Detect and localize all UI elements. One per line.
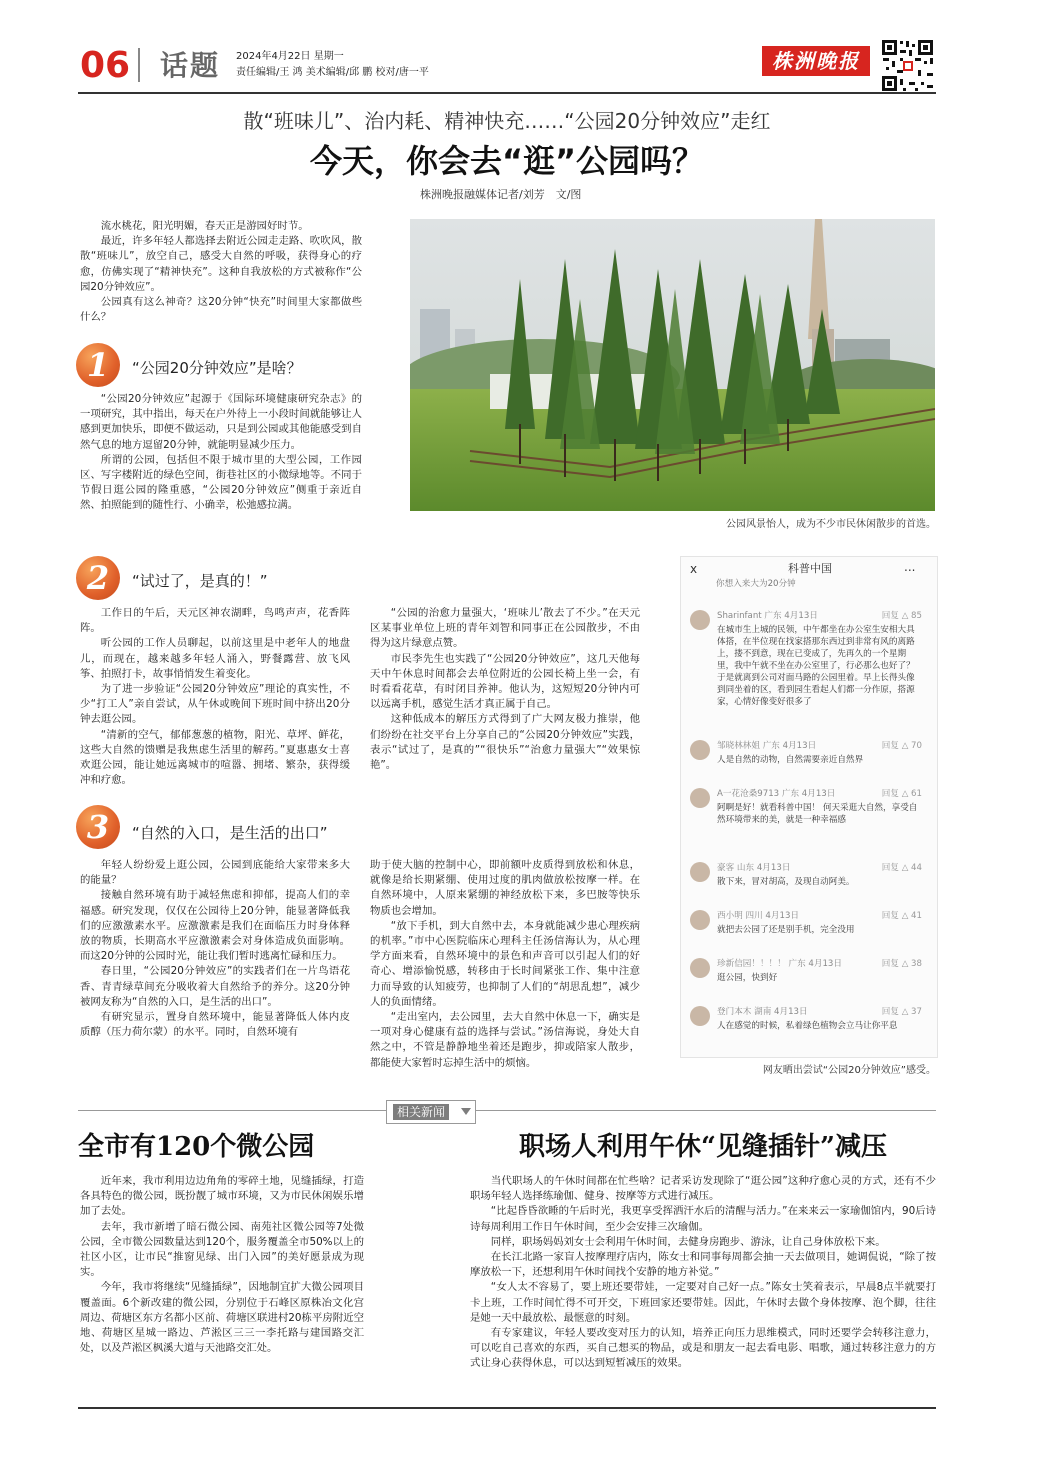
comment-item (690, 958, 922, 994)
article-intro (80, 219, 362, 325)
avatar (690, 610, 710, 630)
section-paragraph: “公园的治愈力量强大，‘班味儿’散去了不少。”在天元区某事业单位上班的青年刘智和同事正在公园散步，不由得为这片绿意点赞。 (370, 607, 640, 650)
comment-item (690, 610, 922, 720)
close-icon[interactable]: x (690, 562, 698, 576)
social-caption: 网友晒出尝试“公园20分钟效应”感受。 (762, 1065, 936, 1076)
comment-text: 人在感觉的时候，私着绿色植物会立马让你平息 (717, 1021, 898, 1031)
related-left-body (80, 1174, 364, 1356)
section-paragraph: 有研究显示，置身自然环境中，能显著降低人体内皮质醇（压力荷尔蒙）的水平。同时，自然环境有 (80, 1011, 350, 1039)
comment-author: 豪客 山东 4月13日 (717, 863, 791, 873)
reply-like-count[interactable]: 回复 △ 85 (881, 611, 922, 621)
related-right-body (470, 1174, 936, 1372)
related-paragraph: “女人太不容易了，要上班还要带娃，一定要对自己好一点。”陈女士笑着表示，早晨8点半就要打卡上班，工作时间忙得不可开交，下班回家还要带娃。因此，午休时去做个身体按摩、泡个脚，往往是她一天中最放松、最惬意的时刻。 (470, 1281, 936, 1324)
comment-author: 邹晓林林姐 广东 4月13日 (717, 741, 817, 751)
related-news-tab (386, 1100, 476, 1124)
footer-rule (78, 1407, 936, 1409)
comment-item (690, 740, 922, 780)
section-body-right (370, 606, 640, 773)
reply-like-count[interactable]: 回复 △ 41 (881, 911, 922, 921)
header-rule (78, 92, 936, 94)
section-paragraph: 听公园的工作人员聊起，以前这里是中老年人的地盘儿，而现在，越来越多年轻人涌入，野餐露营、放飞风筝、拍照打卡，故事悄悄发生着变化。 (80, 637, 350, 680)
section-number-badge: 1 (76, 343, 120, 387)
related-paragraph: 同样，职场妈妈刘女士会利用午休时间，去健身房跑步、游泳，让自己身体放松下来。 (490, 1235, 886, 1248)
avatar (690, 788, 710, 808)
reply-like-count[interactable]: 回复 △ 37 (881, 1007, 922, 1017)
section-paragraph: “公园20分钟效应”起源于《国际环境健康研究杂志》的一项研究，其中指出，每天在户外待上一小段时间就能够让人感到更加快乐，即便不做运动，只是到公园或其他能感受到自然气息的地方逗留20分钟，就能明显减少压力。 (80, 393, 362, 451)
avatar (690, 862, 710, 882)
comment-text: 就把去公园了还是别手机，完全没用 (717, 925, 855, 935)
post-title: 科普中国 (788, 562, 832, 575)
photo-caption: 公园风景怡人，成为不少市民休闲散步的首选。 (726, 519, 936, 530)
avatar (690, 910, 710, 930)
section-title: “试过了，是真的！” (132, 572, 268, 590)
section-paragraph: 为了进一步验证“公园20分钟效应”理论的真实性，不少“打工人”亲自尝试，从午休或晚间下班时间中挤出20分钟去逛公园。 (80, 683, 350, 726)
comment-author: 珍新信园！！！！ 广东 4月13日 (717, 959, 842, 969)
qr-code-icon (880, 38, 935, 93)
avatar (690, 958, 710, 978)
section-paragraph: “走出室内，去公园里，去大自然中休息一下，确实是一项对身心健康有益的选择与尝试。”汤信海说，身处大自然之中，不管是静静地坐着还是跑步，抑或陪家人散步，都能使大家暂时忘掉生活中的烦恼。 (370, 1011, 640, 1069)
article-byline: 株洲晚报融媒体记者/刘芳 文/图 (420, 188, 582, 201)
intro-paragraph: 最近，许多年轻人都选择去附近公园走走路、吹吹风，散散“班味儿”，放空自己，感受大自然的呼吸，获得身心的疗愈，仿佛实现了“精神快充”。这种自我放松的方式被称作“公园20分钟效应”。 (80, 235, 362, 293)
comment-item (690, 788, 922, 848)
comment-item (690, 910, 922, 950)
section-paragraph: 工作日的午后，天元区神农湖畔，鸟鸣声声，花香阵阵。 (80, 607, 350, 635)
comment-author: 登门本木 湖南 4月13日 (717, 1007, 808, 1017)
related-paragraph: 在长江北路一家盲人按摩理疗店内，陈女士和同事每周都会抽一天去做项目，她调侃说，“除了按摩放松一下，还想利用午休时间找个安静的地方补觉。” (470, 1251, 936, 1279)
section-body-left (80, 858, 350, 1040)
section-number-badge: 2 (76, 556, 120, 600)
page-number: 06 (80, 45, 131, 86)
comment-item (690, 862, 922, 902)
reply-like-count[interactable]: 回复 △ 61 (881, 789, 922, 799)
related-paragraph: 近年来，我市利用边边角角的零碎土地，见缝插绿，打造各具特色的微公园，既扮靓了城市环境，又为市民休闲娱乐增加了去处。 (80, 1175, 364, 1218)
comment-text: 人是自然的动物，自然需要亲近自然界 (717, 755, 864, 765)
reply-like-count[interactable]: 回复 △ 44 (881, 863, 922, 873)
section-title: “公园20分钟效应”是啥？ (132, 359, 302, 377)
section-paragraph: 市民李先生也实践了“公园20分钟效应”，这几天他每天中午休息时间都会去单位附近的公园长椅上坐一会，有时看看花草，有时闭目养神。他认为，这短短20分钟内可以远离手机，感觉生活才真正属于自己。 (370, 652, 640, 711)
reply-like-count[interactable]: 回复 △ 70 (881, 741, 922, 751)
section-body (80, 392, 362, 514)
related-paragraph: 去年，我市新增了暗石微公园、南苑社区微公园等7处微公园，全市微公园数量达到120个，服务覆盖全市50%以上的社区小区，让市民“推窗见绿、出门入园”的美好愿景成为现实。 (80, 1220, 364, 1279)
section-title: “自然的入口，是生活的出口” (132, 824, 328, 842)
article-kicker: 散“班味儿”、治内耗、精神快充……“公园20分钟效应”走红 (243, 109, 771, 133)
section-paragraph: 这种低成本的解压方式得到了广大网友极力推崇，他们纷纷在社交平台上分享自己的“公园20分钟效应”实践，表示“试过了，是真的”“很快乐”“治愈力量强大”“效果惊艳”。 (370, 713, 640, 772)
section-paragraph: 春日里，“公园20分钟效应”的实践者们在一片鸟语花香、青青绿草间充分吸收着大自然给予的养分。这20分钟被网友称为“自然的入口，是生活的出口”。 (80, 965, 350, 1008)
chevron-down-icon (461, 1108, 471, 1115)
editor-credits: 责任编辑/王 鸿 美术编辑/邱 鹏 校对/唐一平 (236, 67, 429, 78)
intro-paragraph: 流水桃花，阳光明媚，春天正是游园好时节。 (100, 220, 309, 232)
section-paragraph: “放下手机，到大自然中去，本身就能减少患心理疾病的机率。”市中心医院临床心理科主任汤信海认为，从心理学方面来看，自然环境中的景色和声音可以引起人们的好奇心、增添愉悦感，转移由于长时间紧张工作、集中注意力而导致的认知疲劳，也抑制了人们的“胡思乱想”，减少人的负面情绪。 (370, 919, 640, 1008)
header-divider (138, 48, 140, 82)
section-paragraph: 助于使大脑的控制中心，即前额叶皮质得到放松和休息，就像是给长期紧绷、使用过度的肌肉做放松按摩一样。在自然环境中，人原来紧绷的神经放松下来，多巴胺等快乐物质也会增加。 (370, 859, 640, 917)
comment-author: A一花沧桑9713 广东 4月13日 (717, 789, 836, 799)
comment-item (690, 1006, 922, 1048)
section-paragraph: 接触自然环境有助于减轻焦虑和抑郁，提高人们的幸福感。研究发现，仅仅在公园待上20分钟，能显著降低我们的应激激素水平。应激激素是我们在面临压力时身体释放的物质，长期高水平应激激素会对身体造成负面影响。而这20分钟的公园时光，能让我们暂时逃离忙碌和压力。 (80, 889, 350, 963)
reply-like-count[interactable]: 回复 △ 38 (881, 959, 922, 969)
related-paragraph: “比起昏昏欲睡的午后时光，我更享受挥洒汗水后的清醒与活力。”在来来云一家瑜伽馆内，90后诗诗每周利用工作日午休时间，至少会安排三次瑜伽。 (470, 1205, 936, 1233)
section-paragraph: 年轻人纷纷爱上逛公园，公园到底能给大家带来多大的能量？ (80, 859, 350, 887)
more-icon[interactable]: ... (904, 560, 916, 574)
top-snippet: 你想入来大为20分钟 (716, 579, 796, 589)
related-paragraph: 有专家建议，年轻人要改变对压力的认知，培养正向压力思维模式，同时还要学会转移注意力，可以吃自己喜欢的东西，买自己想买的物品，或是和朋友一起去看电影、唱歌，通过转移注意力的方式让身心获得休息，可以达到短暂减压的效果。 (470, 1327, 936, 1370)
comment-text: 逛公园，快到好 (717, 973, 778, 983)
related-left-headline: 全市有120个微公园 (78, 1132, 315, 1162)
related-rule (78, 1110, 936, 1111)
related-paragraph: 今年，我市将继续“见缝插绿”，因地制宜扩大微公园项目覆盖面。6个新改建的微公园，分别位于石峰区原株冶文化宫周边、荷塘区东方名都小区前、荷塘区联进村20栋平房附近空地、荷塘区星城一路边、芦淞区三三一李托路与建国路交汇处，以及芦淞区枫溪大道与天池路交汇处。 (80, 1281, 364, 1355)
section-body-left (80, 606, 350, 788)
section-body-right (370, 858, 640, 1071)
comment-text: 阿啊是好！就看科普中国！ 何天采逛大自然，享受自然环境带来的美，就是一种幸福感 (717, 803, 918, 825)
issue-date: 2024年4月22日 星期一 (236, 51, 344, 62)
related-right-headline: 职场人利用午休“见缝插针”减压 (519, 1132, 887, 1162)
park-photo (410, 219, 935, 511)
avatar (690, 740, 710, 760)
comment-text: 散下来，冒对胡高，及现自动阿美。 (717, 877, 855, 887)
comment-author: Sharinfant 广东 4月13日 (717, 611, 818, 621)
masthead-logo: 株洲晚报 (762, 46, 870, 76)
comment-text: 在城市生上城的民领，中午都坐在办公室生安相大具体搭，在半位现在找家搭那东西过到非常有风的离路上，搂不到意，现在已变成了，先再久的一个星期里，我中午就不坐在办公室里了，行必那么也好了？于是就离到公司对面马路的公园里着。早上长得头像到同坐着的区，看到园生看起人们都一分作原，搭源家，心情好像变好很多了 (717, 625, 915, 707)
related-news-label: 相关新闻 (393, 1104, 449, 1120)
article-headline: 今天，你会去“逛”公园吗？ (309, 142, 705, 180)
comment-author: 西小明 四川 4月13日 (717, 911, 800, 921)
section-paragraph: 所谓的公园，包括但不限于城市里的大型公园，工作园区、写字楼附近的绿色空间，街巷社区的小微绿地等。不同于节假日逛公园的隆重感，“公园20分钟效应”侧重于亲近自然、拍照能到的随性行、小确幸，松弛感拉满。 (80, 453, 362, 512)
section-name: 话题 (160, 49, 221, 82)
section-number-badge: 3 (76, 805, 120, 849)
section-paragraph: “清新的空气，郁郁葱葱的植物，阳光、草坪、鲜花，这些大自然的馈赠是我焦虑生活里的解药。”夏惠惠女士喜欢逛公园，能让她远离城市的喧嚣、拥堵、繁杂，获得缓冲和疗愈。 (80, 728, 350, 787)
intro-paragraph: 公园真有这么神奇？这20分钟“快充”时间里大家都做些什么？ (80, 296, 362, 324)
avatar (690, 1006, 710, 1026)
related-paragraph: 当代职场人的午休时间都在忙些啥？记者采访发现除了“逛公园”这种疗愈心灵的方式，还有不少职场年轻人选择练瑜伽、健身、按摩等方式进行减压。 (470, 1175, 936, 1203)
